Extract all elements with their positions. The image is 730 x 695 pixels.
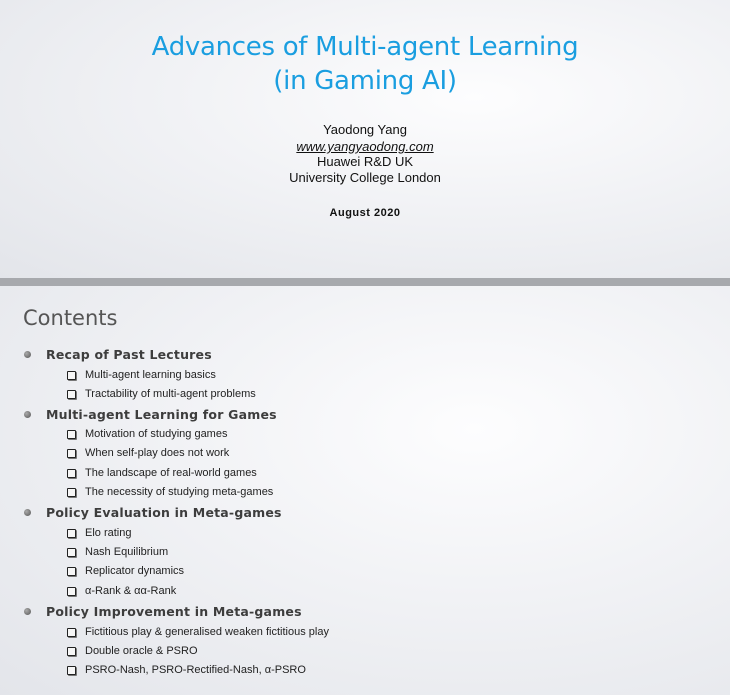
contents-title: Contents <box>23 306 118 330</box>
checkbox-icon <box>67 666 76 675</box>
checkbox-icon <box>67 628 76 637</box>
bullet-icon <box>24 351 31 358</box>
affiliation-2: University College London <box>289 170 441 185</box>
sub-item-label: Nash Equilibrium <box>85 546 169 558</box>
sub-item <box>67 525 131 541</box>
slide-title-line-2: (in Gaming AI) <box>273 66 457 96</box>
section-label: Multi-agent Learning for Games <box>46 406 277 422</box>
sub-item-label: The necessity of studying meta-games <box>85 486 274 498</box>
sub-item-label: When self-play does not work <box>85 447 230 459</box>
sub-item-label: PSRO-Nash, PSRO-Rectified-Nash, α-PSRO <box>85 664 306 676</box>
checkbox-icon <box>67 587 76 596</box>
bullet-icon <box>24 509 31 516</box>
sub-item-label: Tractability of multi-agent problems <box>85 388 256 400</box>
sub-item <box>67 544 168 560</box>
sub-item <box>67 643 198 659</box>
checkbox-icon <box>67 567 76 576</box>
sub-item <box>67 386 256 402</box>
section-item <box>24 405 277 423</box>
checkbox-icon <box>67 469 76 478</box>
sub-item <box>67 445 229 461</box>
sub-item-label: The landscape of real-world games <box>85 467 257 479</box>
contents-slide <box>0 286 730 695</box>
section-item <box>24 345 212 363</box>
section-label: Recap of Past Lectures <box>46 346 212 362</box>
sub-item-label: Motivation of studying games <box>85 428 228 440</box>
checkbox-icon <box>67 548 76 557</box>
checkbox-icon <box>67 529 76 538</box>
sub-item <box>67 563 184 579</box>
section-item <box>24 602 302 620</box>
sub-item-label: Elo rating <box>85 527 132 539</box>
sub-item-label: α-Rank & αα-Rank <box>85 585 177 597</box>
checkbox-icon <box>67 488 76 497</box>
sub-item <box>67 465 257 481</box>
sub-item <box>67 662 306 678</box>
slide-title-line-1: Advances of Multi-agent Learning <box>151 32 579 62</box>
sub-item-label: Fictitious play & generalised weaken fictitious play <box>85 626 329 638</box>
section-item <box>24 503 282 521</box>
checkbox-icon <box>67 371 76 380</box>
author-website-link[interactable]: www.yangyaodong.com <box>296 139 434 154</box>
checkbox-icon <box>67 647 76 656</box>
sub-item <box>67 367 216 383</box>
sub-item-label: Replicator dynamics <box>85 565 185 577</box>
affiliation-1: Huawei R&D UK <box>316 154 414 169</box>
bullet-icon <box>24 411 31 418</box>
presentation-date: August 2020 <box>329 207 401 219</box>
checkbox-icon <box>67 430 76 439</box>
sub-item <box>67 484 273 500</box>
bullet-icon <box>24 608 31 615</box>
sub-item <box>67 583 176 599</box>
sub-item-label: Multi-agent learning basics <box>85 369 216 381</box>
author-name: Yaodong Yang <box>323 122 407 137</box>
title-slide <box>0 0 730 278</box>
sub-item <box>67 426 227 442</box>
slide-divider <box>0 278 730 286</box>
section-label: Policy Evaluation in Meta-games <box>46 504 282 520</box>
section-label: Policy Improvement in Meta-games <box>46 603 302 619</box>
sub-item-label: Double oracle & PSRO <box>85 645 198 657</box>
checkbox-icon <box>67 390 76 399</box>
checkbox-icon <box>67 449 76 458</box>
sub-item <box>67 624 329 640</box>
